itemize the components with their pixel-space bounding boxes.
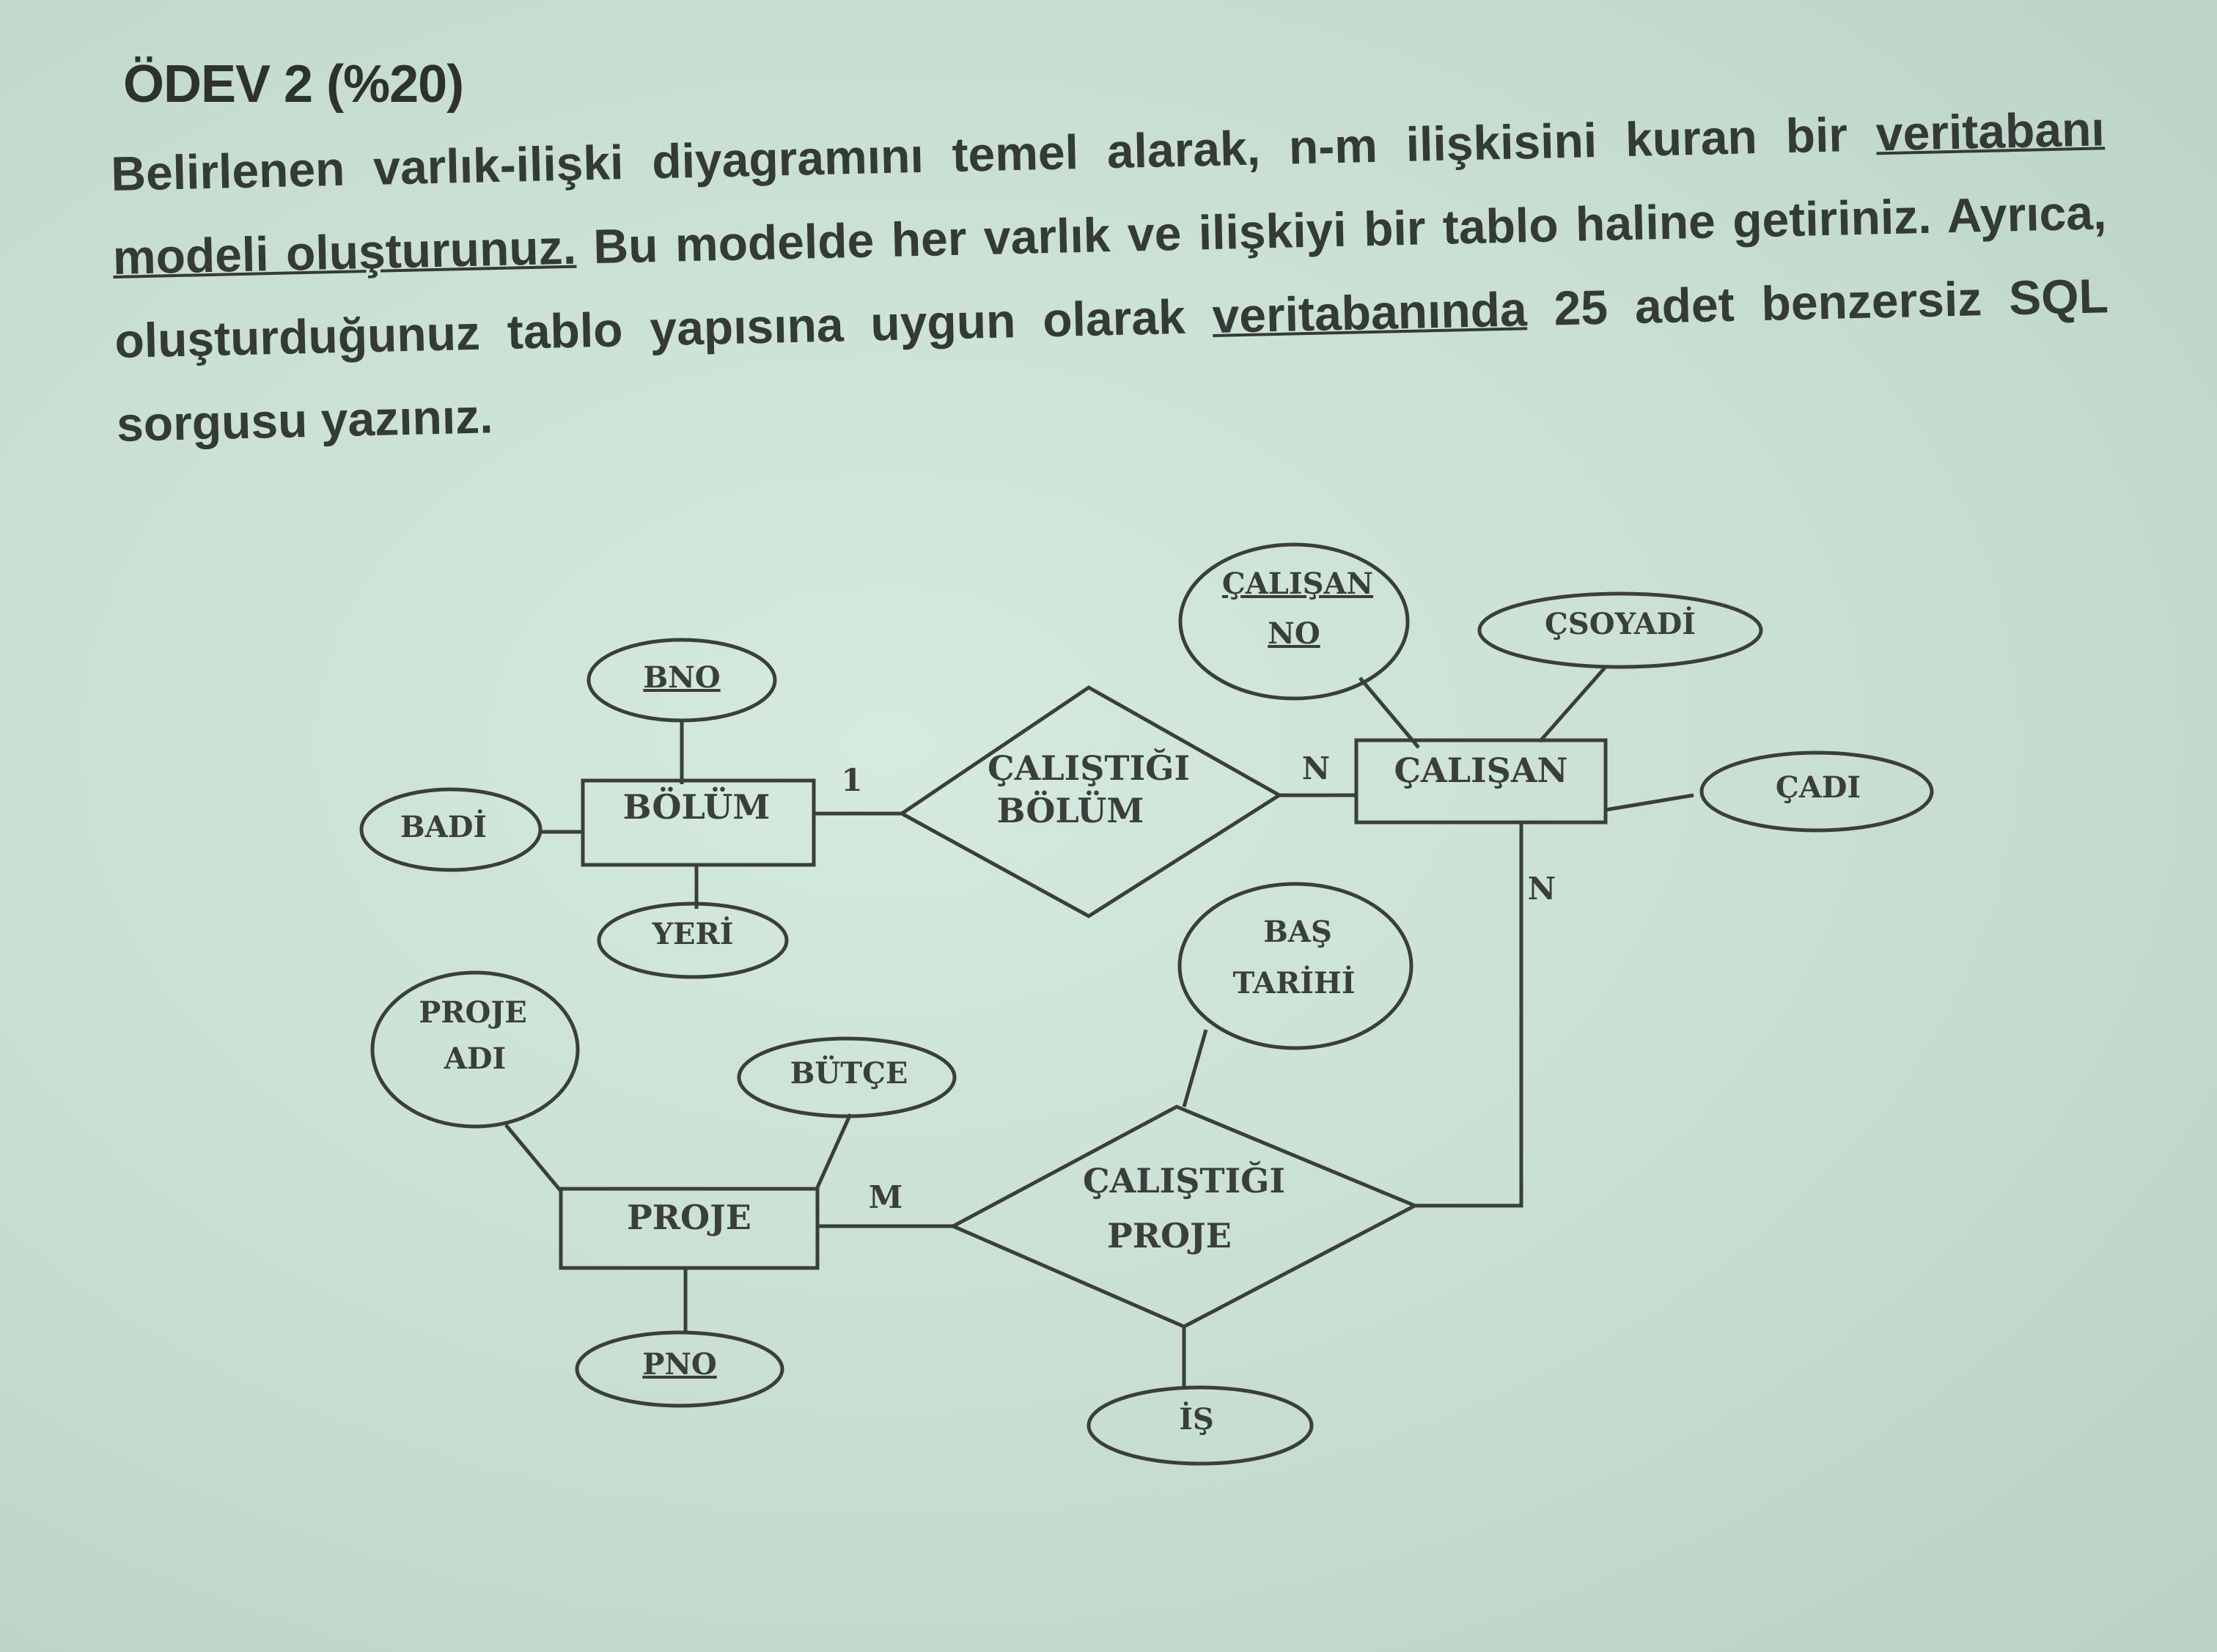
attribute-badi-label: BADİ (400, 810, 488, 844)
line-csoyadi-calisan (1540, 667, 1606, 742)
paragraph-part-2-underlined: veritabanı modeli oluşturunuz. (112, 101, 2106, 284)
attribute-pno (577, 1332, 782, 1406)
line-butce-proje (817, 1114, 850, 1187)
entity-calisan (1356, 740, 1606, 822)
attribute-yeri-label: YERİ (652, 917, 734, 951)
attribute-calisan-no (1180, 545, 1408, 698)
attribute-calisan-no-line1: ÇALIŞAN (1221, 567, 1374, 601)
attribute-cadi (1702, 753, 1932, 830)
entity-bolum (583, 781, 814, 865)
attribute-bas-tarihi-line1: BAŞ (1263, 915, 1332, 949)
entity-proje (561, 1189, 817, 1268)
assignment-title: ÖDEV 2 (%20) (123, 55, 464, 114)
attribute-pno-label: PNO (642, 1347, 717, 1382)
paragraph-part-3: Bu modelde her varlık ve ilişkiyi bir tablo haline getiriniz. Ayrıca, oluşturduğunuz tablo yapısına uygun olarak (114, 185, 2108, 368)
line-calisan-relproje (1415, 821, 1521, 1206)
entity-calisan-label: ÇALIŞAN (1394, 751, 1568, 790)
relationship-calistigi-bolum (902, 687, 1279, 916)
attribute-is (1089, 1387, 1312, 1464)
attribute-bas-tarihi (1180, 884, 1411, 1048)
line-calisan-cadi (1606, 795, 1694, 810)
paragraph-part-1: Belirlenen varlık-ilişki diyagramını temel alarak, n-m ilişkisini kuran bir (110, 106, 1877, 201)
attribute-proje-adi-line2: ADI (444, 1041, 507, 1076)
attribute-proje-adi-line1: PROJE (419, 995, 527, 1030)
relationship-calistigi-bolum-line1: ÇALIŞTIĞI (988, 748, 1190, 788)
cardinality-calisan-proje: N (1527, 871, 1556, 907)
line-projeadi-proje (506, 1125, 561, 1191)
cardinality-calisan-bolum: N (1301, 751, 1331, 786)
entity-bolum-label: BÖLÜM (622, 787, 771, 827)
attribute-bas-tarihi-line2: TARİHİ (1232, 966, 1356, 1000)
relationship-calistigi-proje (953, 1107, 1415, 1327)
cardinality-proje: M (868, 1179, 903, 1215)
relationship-calistigi-proje-line2: PROJE (1107, 1216, 1232, 1255)
attribute-csoyadi-label: ÇSOYADİ (1545, 607, 1696, 641)
attribute-bno (589, 640, 775, 720)
paragraph-part-4-underlined: veritabanında (1211, 281, 1528, 343)
line-calisanno-calisan (1360, 678, 1419, 748)
relationship-calistigi-bolum-line2: BÖLÜM (996, 791, 1144, 830)
attribute-is-label: İŞ (1179, 1402, 1214, 1437)
relationship-calistigi-proje-line1: ÇALIŞTIĞI (1083, 1161, 1285, 1201)
attribute-csoyadi (1479, 594, 1761, 667)
attribute-yeri (599, 904, 787, 977)
entity-proje-label: PROJE (627, 1198, 751, 1237)
attribute-butce (739, 1039, 955, 1116)
paragraph-part-5: 25 adet benzersiz SQL sorgusu yazınız. (116, 268, 2109, 451)
attribute-cadi-label: ÇADI (1775, 770, 1861, 805)
line-bastarihi-relproje (1184, 1030, 1206, 1107)
attribute-bno-label: BNO (643, 660, 721, 695)
attribute-calisan-no-line2: NO (1268, 616, 1320, 651)
cardinality-bolum: 1 (841, 762, 863, 798)
attribute-butce-label: BÜTÇE (790, 1056, 908, 1091)
attribute-proje-adi (372, 973, 578, 1126)
attribute-badi (361, 789, 540, 870)
